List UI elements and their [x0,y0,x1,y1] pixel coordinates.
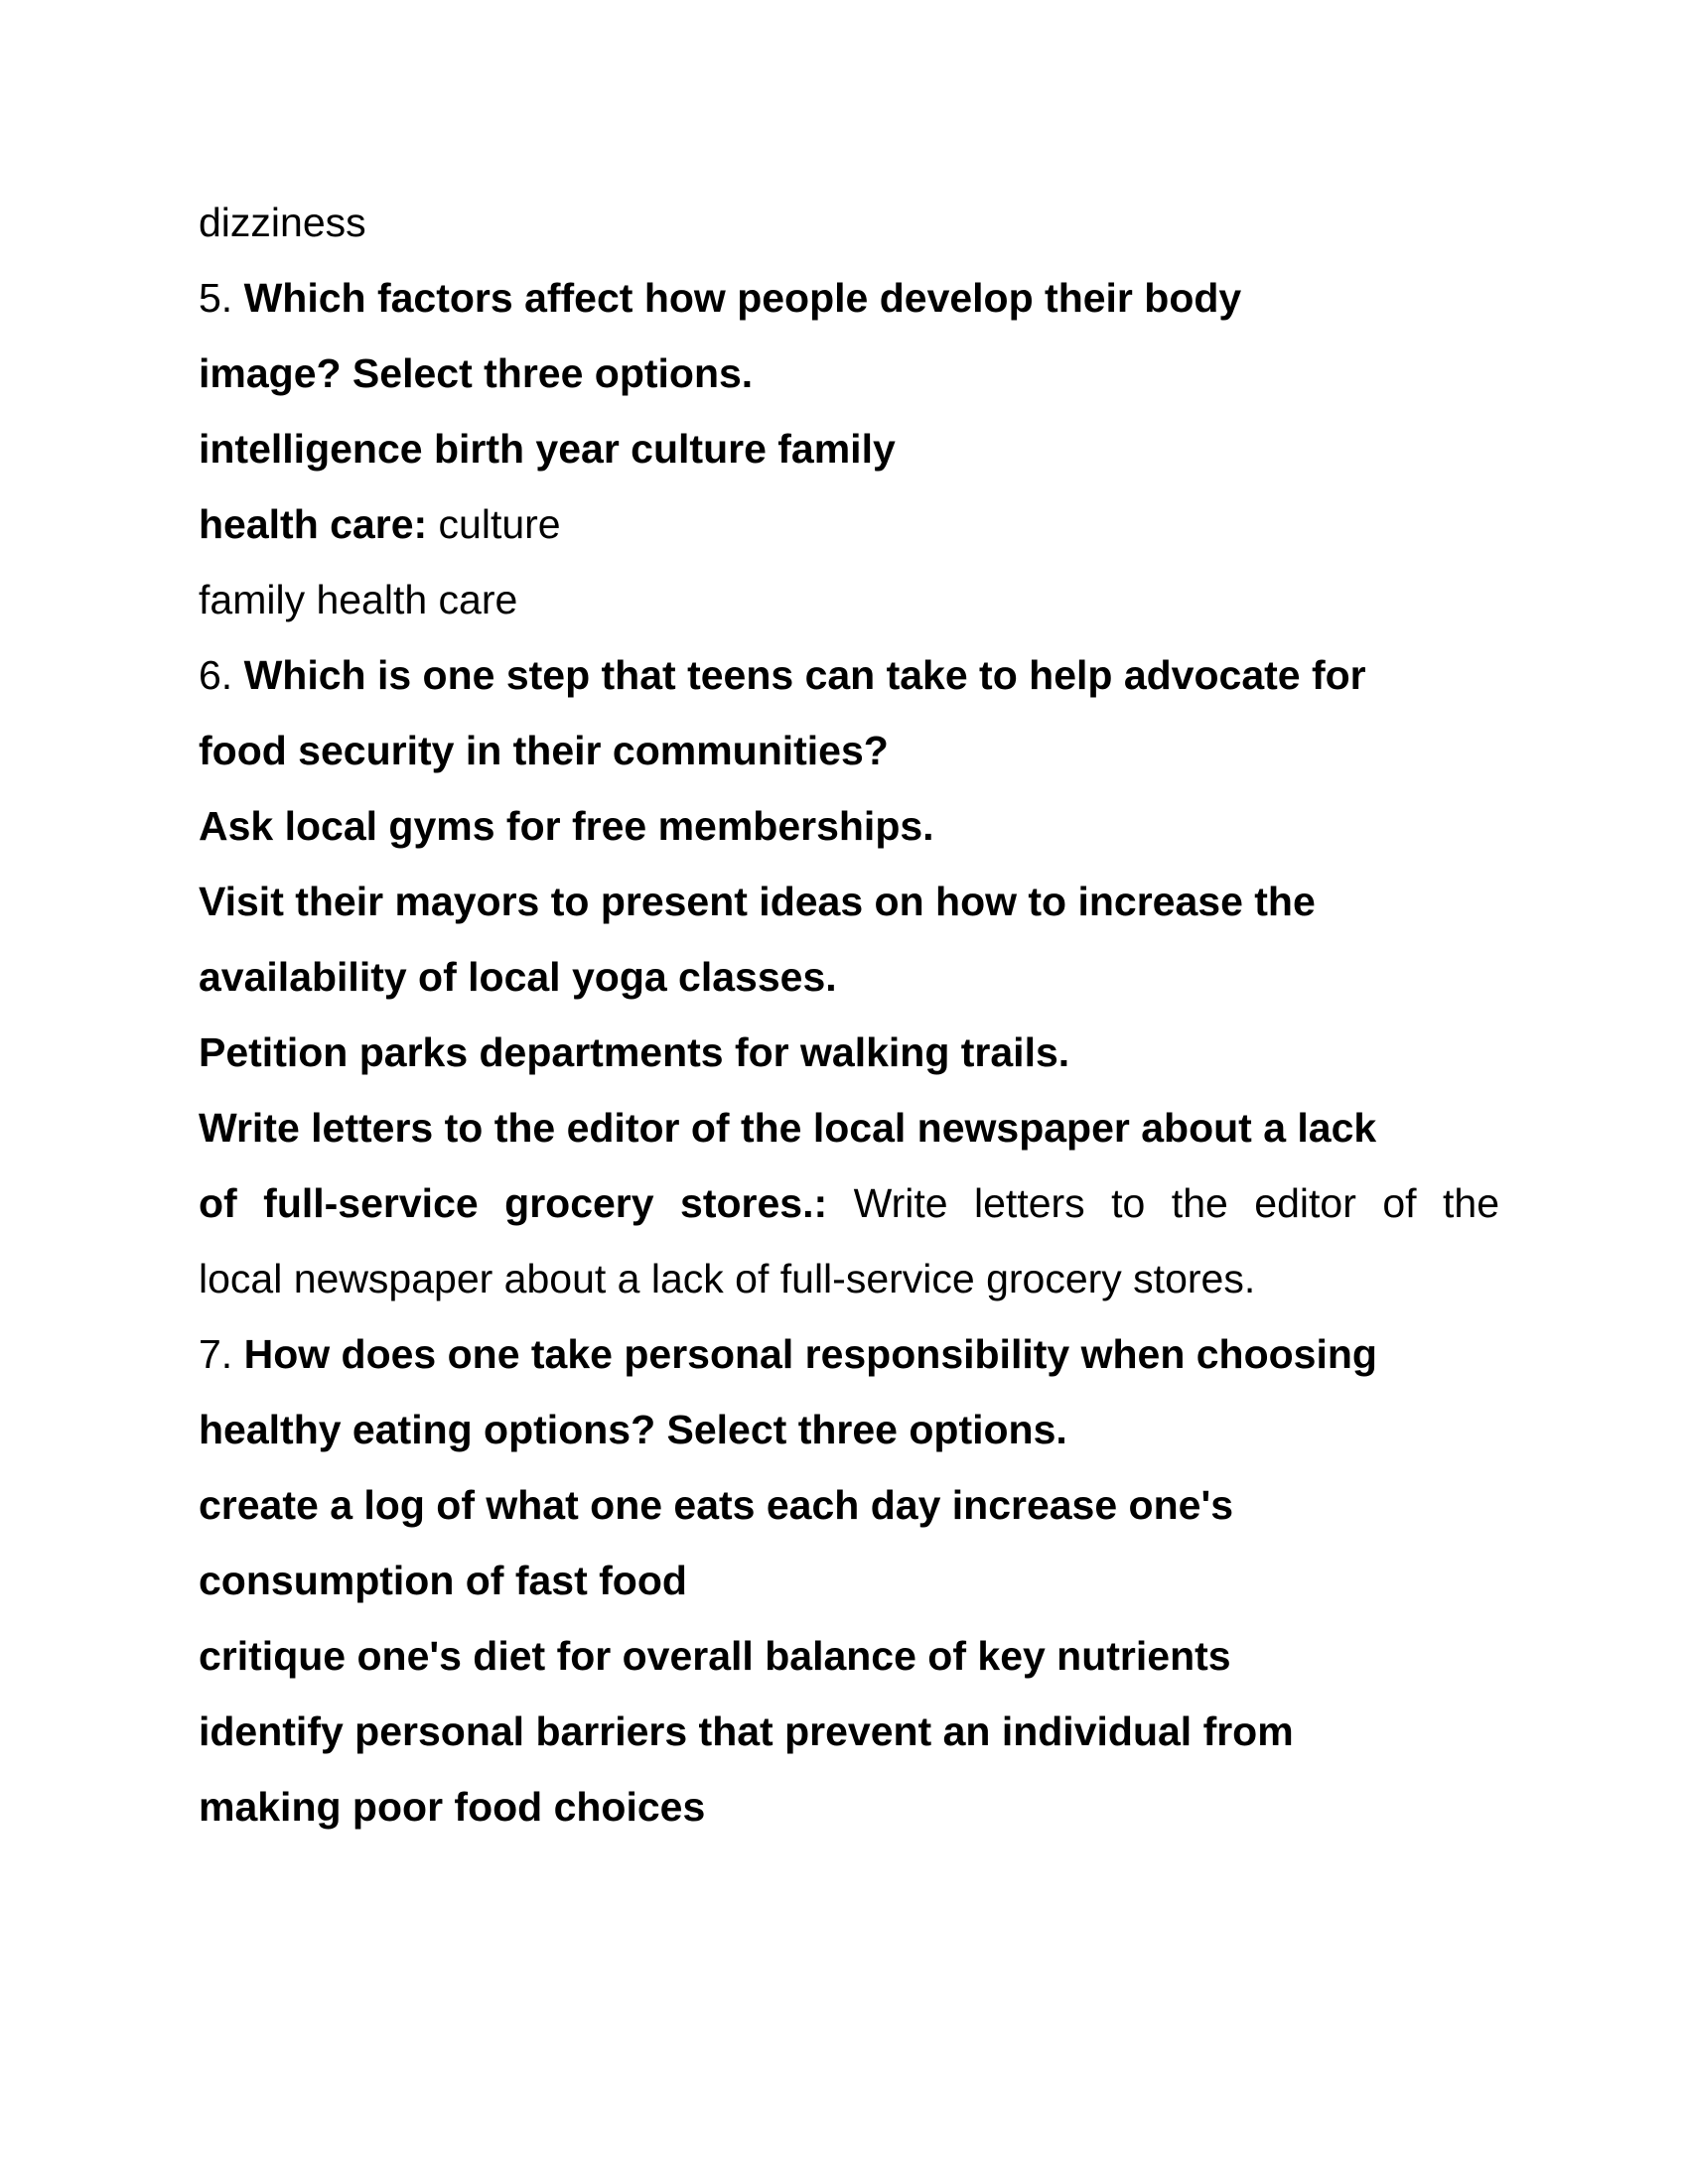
text-line [199,486,1499,562]
plain-text: Write letters to the editor of the [827,1180,1499,1226]
bold-text: critique one's diet for overall balance of key nutrients [199,1633,1231,1679]
text-line [199,864,1499,939]
bold-text: Visit their mayors to present ideas on how to increase the [199,879,1316,924]
document-page [199,185,1499,1844]
text-line [199,1316,1499,1392]
text-line [199,788,1499,864]
text-line [199,336,1499,411]
text-line [199,1543,1499,1618]
plain-text: family health care [199,577,518,622]
bold-text: making poor food choices [199,1784,706,1830]
bold-text: intelligence birth year culture family [199,426,896,472]
plain-text: 6. [199,652,244,698]
bold-text: healthy eating options? Select three options. [199,1407,1067,1452]
bold-text: Write letters to the editor of the local newspaper about a lack [199,1105,1377,1151]
plain-text: culture [427,501,561,547]
bold-text: availability of local yoga classes. [199,954,837,1000]
text-line [199,1015,1499,1090]
text-line [199,637,1499,713]
bold-text: image? Select three options. [199,350,754,396]
plain-text: 7. [199,1331,244,1377]
text-line [199,1467,1499,1543]
plain-text: local newspaper about a lack of full-service grocery stores. [199,1256,1256,1301]
text-line [199,1241,1499,1316]
bold-text: consumption of fast food [199,1558,687,1603]
text-line [199,185,1499,260]
text-line [199,1769,1499,1844]
text-line [199,1618,1499,1694]
text-line [199,562,1499,637]
text-line [199,260,1499,336]
bold-text: create a log of what one eats each day increase one's [199,1482,1233,1528]
text-line [199,939,1499,1015]
bold-text: Ask local gyms for free memberships. [199,803,934,849]
text-line [199,411,1499,486]
bold-text: Which is one step that teens can take to help advocate for [243,652,1366,698]
text-line [199,713,1499,788]
bold-text: health care: [199,501,428,547]
bold-text: identify personal barriers that prevent an individual from [199,1708,1294,1754]
bold-text: of full-service grocery stores.: [199,1180,828,1226]
text-line [199,1694,1499,1769]
bold-text: Petition parks departments for walking trails. [199,1029,1070,1075]
text-line [199,1165,1499,1241]
plain-text: 5. [199,275,244,321]
bold-text: Which factors affect how people develop their body [243,275,1242,321]
bold-text: food security in their communities? [199,728,889,773]
text-line [199,1392,1499,1467]
bold-text: How does one take personal responsibility when choosing [243,1331,1377,1377]
text-line [199,1090,1499,1165]
plain-text: dizziness [199,200,366,245]
